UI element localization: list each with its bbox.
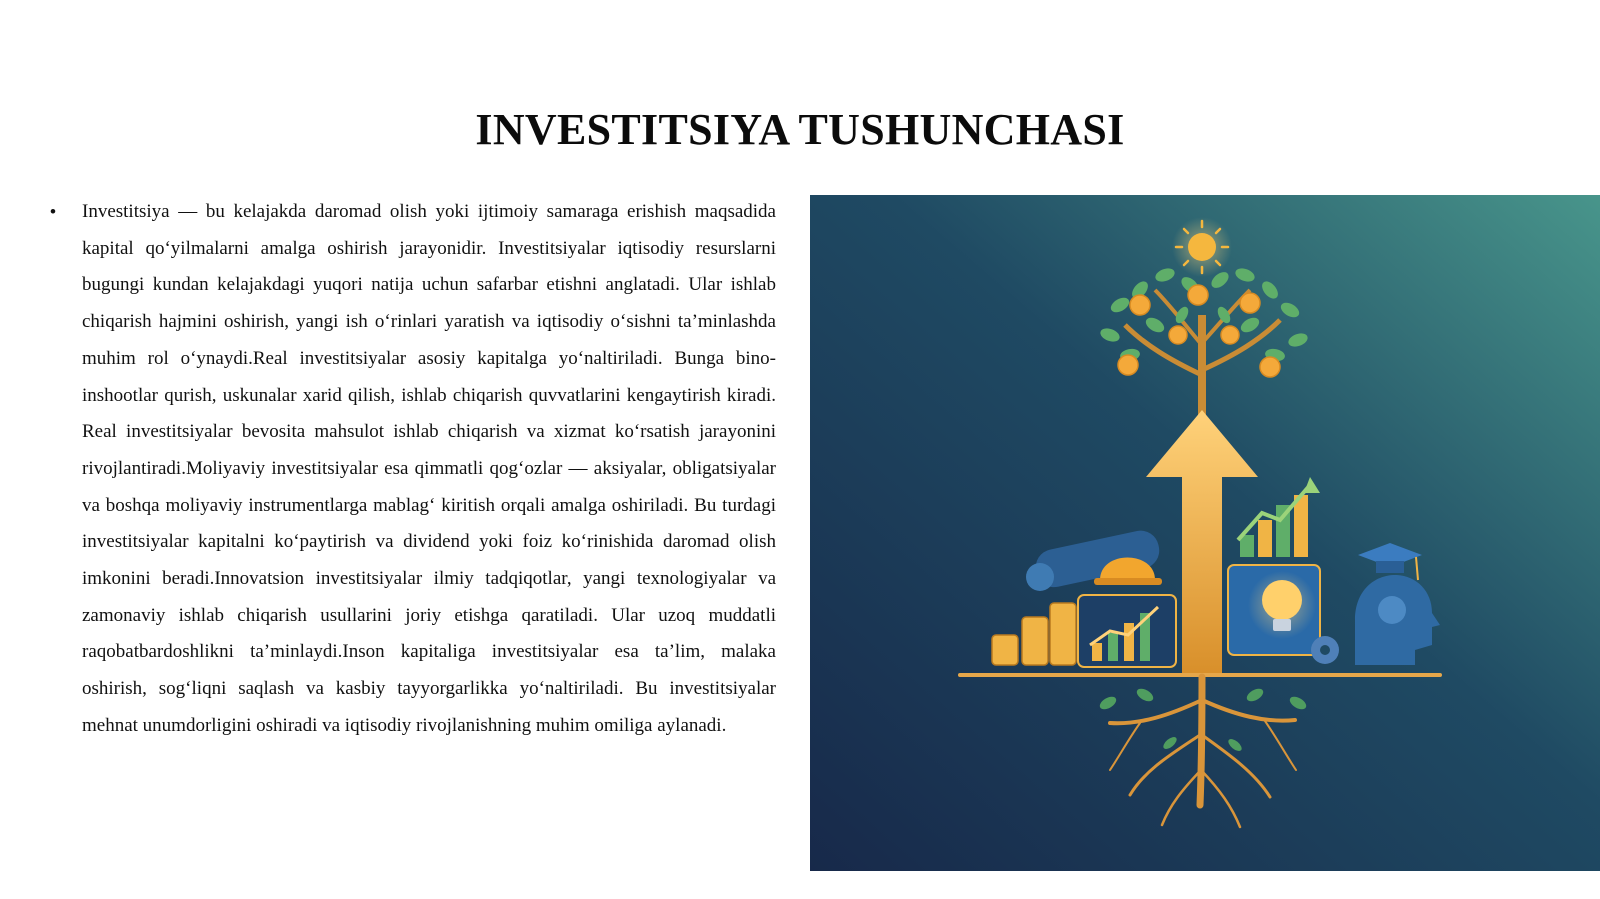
gear-icon — [1311, 636, 1339, 664]
investment-illustration — [810, 195, 1600, 871]
slide-title: INVESTITSIYA TUSHUNCHASI — [475, 105, 1125, 154]
bullet-list — [50, 194, 776, 745]
bullet-marker: • — [50, 202, 56, 221]
bar-chart-icon — [1078, 595, 1176, 667]
bullet-item — [50, 194, 776, 745]
sun-icon — [1172, 217, 1232, 277]
bullet-text: Investitsiya — bu kelajakda daromad olish yoki ijtimoiy samaraga erishish maqsadida kapital qo‘yilmalarni amalga oshirish jarayonidir. Investitsiyalar iqtisodiy resurslarni bugungi kundan kelajakdagi yuqori natija uchun safarbar etishni anglatadi. Ular ishlab chiqarish hajmini oshirish, yangi ish o‘rinlari yaratish va iqtisodiy o‘sishni ta’minlashda muhim rol o‘ynaydi.Real investitsiyalar asosiy kapitalga yo‘naltiriladi. Bunga bino-inshootlar qurish, uskunalar xarid qilish, ishlab chiqarish quvvatlarini kengaytirish kiradi. Real investitsiyalar bevosita mahsulot ishlab chiqarish va xizmat ko‘rsatish jarayonini rivojlantiradi.Moliyaviy investitsiyalar esa qimmatli qog‘ozlar — aksiyalar, obligatsiyalar va boshqa moliyaviy instrumentlarga mablag‘ kiritish orqali amalga oshiriladi. Bu turdagi investitsiyalar kapitalni ko‘paytirish va dividend yoki foiz ko‘rinishida daromad olish imkonini beradi.Innovatsion investitsiyalar ilmiy tadqiqotlar, yangi texnologiyalar va zamonaviy ishlab chiqarish usullarini joriy etishga qaratiladi. Ular uzoq muddatli raqobatbardoshlikni ta’minlaydi.Inson kapitaliga investitsiyalar esa ta’lim, malaka oshirish, sog‘liqni saqlash va kasbiy tayyorgarlikka yo‘naltiriladi. Bu investitsiyalar mehnat unumdorligini oshiradi va iqtisodiy rivojlanishning muhim omiliga aylanadi. — [82, 201, 776, 736]
lightbulb-icon — [1248, 571, 1316, 639]
